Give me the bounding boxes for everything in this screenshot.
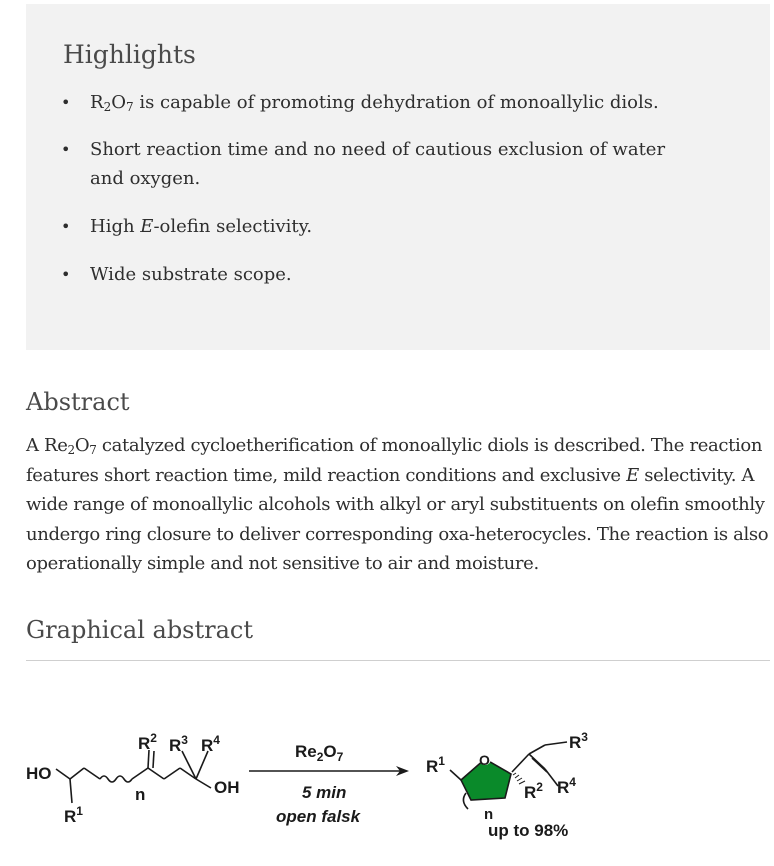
substituent-label: $R^1$	[426, 754, 445, 776]
substituent-label: $R^1$	[64, 804, 83, 826]
section-divider	[26, 660, 770, 661]
ring-oxygen-label: O	[479, 752, 490, 768]
substituent-label: $R^3$	[569, 730, 588, 752]
reactant-structure	[56, 750, 211, 803]
reaction-time-label: 5 min	[302, 783, 347, 802]
hydroxyl-label: HO	[26, 764, 52, 783]
reagent-label: $Re_2O_7$	[295, 742, 344, 764]
highlight-item: • Wide substrate scope.	[90, 260, 710, 289]
graphical-abstract-title: Graphical abstract	[26, 616, 254, 644]
reaction-scheme	[0, 690, 774, 866]
repeat-n-label: n	[135, 785, 146, 804]
substituent-label: $R^4$	[201, 733, 220, 755]
substituent-label: $R^4$	[557, 775, 576, 797]
yield-label: up to 98%	[488, 821, 569, 840]
hydroxyl-label: OH	[214, 778, 240, 797]
reaction-conditions-label: open falsk	[276, 807, 361, 826]
product-structure	[450, 742, 567, 809]
highlights-title: Highlights	[63, 40, 196, 69]
repeat-n-label: n	[484, 806, 494, 823]
highlights-box	[26, 4, 770, 350]
highlight-item: • Short reaction time and no need of cautious exclusion of water and oxygen.	[90, 135, 690, 193]
abstract-text: A $Re_2O_7$ catalyzed cycloetherification of monoallylic diols is described. The reaction features short reaction time, mild reaction conditions and exclusive E selectivity. A wide range of monoallylic alcohols with alkyl or aryl substituents on olefin smoothly undergo ring closure to deliver corresponding oxa-heterocycles. The reaction is also operationally simple and not sensitive to air and moisture.	[26, 435, 769, 575]
reaction-arrow	[249, 766, 409, 776]
substituent-label: $R^2$	[138, 731, 157, 753]
substituent-label: $R^3$	[169, 733, 188, 755]
highlight-item: • High E-olefin selectivity.	[90, 212, 710, 241]
substituent-label: $R^2$	[524, 780, 543, 802]
highlight-item: • $R_2O_7$ is capable of promoting dehydration of monoallylic diols.	[90, 88, 710, 117]
abstract-title: Abstract	[26, 388, 130, 416]
